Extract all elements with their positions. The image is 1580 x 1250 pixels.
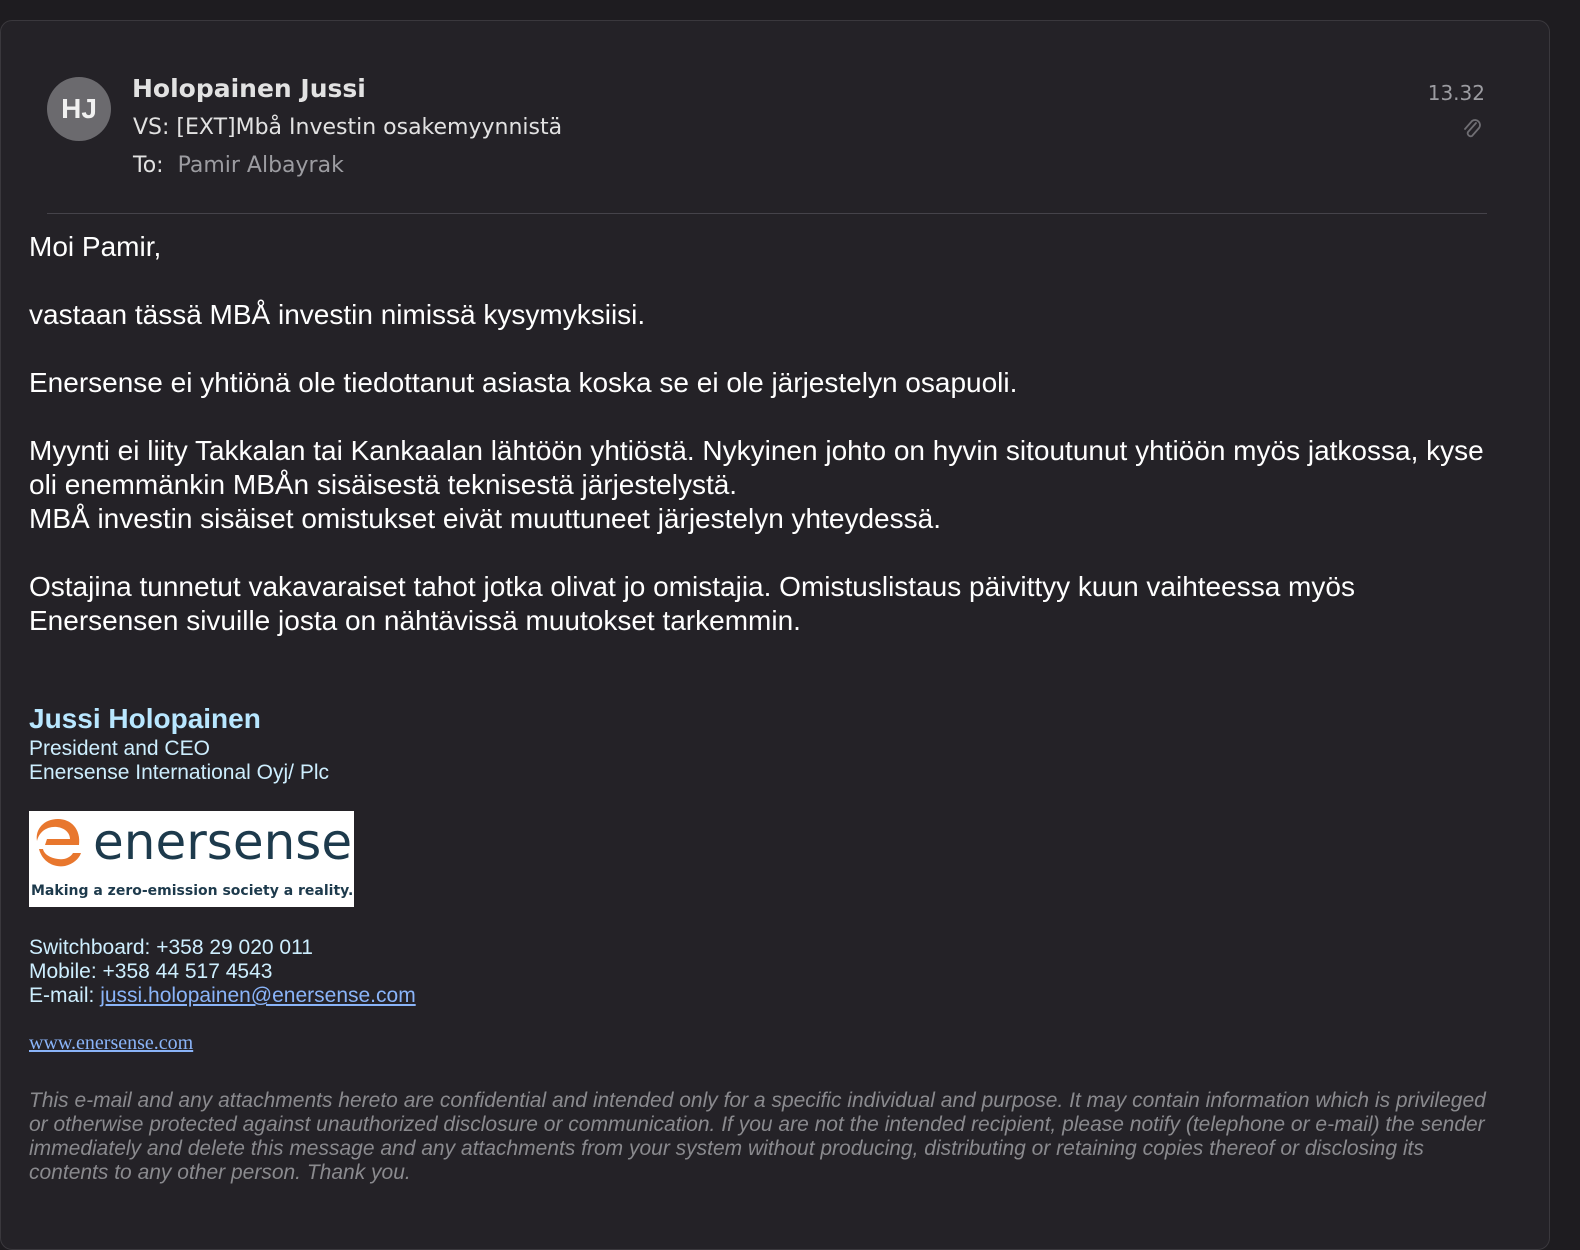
recipient-name[interactable]: Pamir Albayrak: [177, 153, 344, 178]
signature-company: Enersense International Oyj/ Plc: [29, 761, 329, 784]
signature-title: President and CEO: [29, 737, 210, 760]
email-line: [29, 984, 416, 1008]
body-paragraph: vastaan tässä MBÅ investin nimissä kysymyksiisi.: [29, 299, 646, 330]
mobile-number: Mobile: +358 44 517 4543: [29, 960, 273, 983]
confidentiality-disclaimer: This e-mail and any attachments hereto are confidential and intended only for a specific individual and purpose. It may contain information which is privileged or otherwise protected against unauthorized disclosure or communication. If you are not the intended recipient, please notify (telephone or e-mail) the sender immediately and delete this message and any attachments from your system without producing, distributing or retaining copies thereof or disclosing its contents to any other person. Thank you.: [29, 1089, 1486, 1184]
website-line: [29, 1032, 193, 1055]
company-logo: [29, 811, 354, 907]
email-label: E-mail:: [29, 984, 101, 1007]
email-time: 13.32: [1427, 81, 1485, 105]
email-subject: VS: [EXT]Mbå Investin osakemyynnistä: [133, 115, 563, 140]
body-paragraph-line: MBÅ investin sisäiset omistukset eivät muuttuneet järjestelyn yhteydessä.: [29, 503, 941, 534]
to-label: To:: [133, 153, 164, 178]
paperclip-icon[interactable]: [1461, 117, 1483, 141]
switchboard-number: Switchboard: +358 29 020 011: [29, 936, 313, 959]
header-divider: [47, 213, 1487, 214]
avatar: HJ: [47, 77, 111, 141]
logo-wordmark: enersense: [93, 813, 353, 871]
body-paragraph: [29, 434, 1499, 536]
website-link[interactable]: www.enersense.com: [29, 1032, 194, 1054]
body-paragraph: Ostajina tunnetut vakavaraiset tahot jotka olivat jo omistajia. Omistuslistaus päivittyy kuun vaihteessa myös Enersensen sivuille josta on nähtävissä muutokset tarkemmin.: [29, 571, 1355, 636]
recipient-row: [133, 153, 344, 178]
logo-tagline: Making a zero-emission society a reality.: [31, 883, 354, 899]
signature-name: Jussi Holopainen: [29, 703, 261, 734]
body-paragraph-line: Myynti ei liity Takkalan tai Kankaalan lähtöön yhtiöstä. Nykyinen johto on hyvin sitoutunut yhtiöön myös jatkossa, kyse oli enemmänkin MBÅn sisäisestä teknisestä järjestelystä.: [29, 435, 1484, 500]
logo-swirl-icon: [29, 813, 87, 871]
email-link[interactable]: jussi.holopainen@enersense.com: [100, 984, 416, 1007]
greeting: Moi Pamir,: [29, 231, 162, 262]
email-body: [29, 230, 1499, 672]
body-paragraph: Enersense ei yhtiönä ole tiedottanut asiasta koska se ei ole järjestelyn osapuoli.: [29, 367, 1018, 398]
sender-name[interactable]: Holopainen Jussi: [132, 74, 366, 103]
